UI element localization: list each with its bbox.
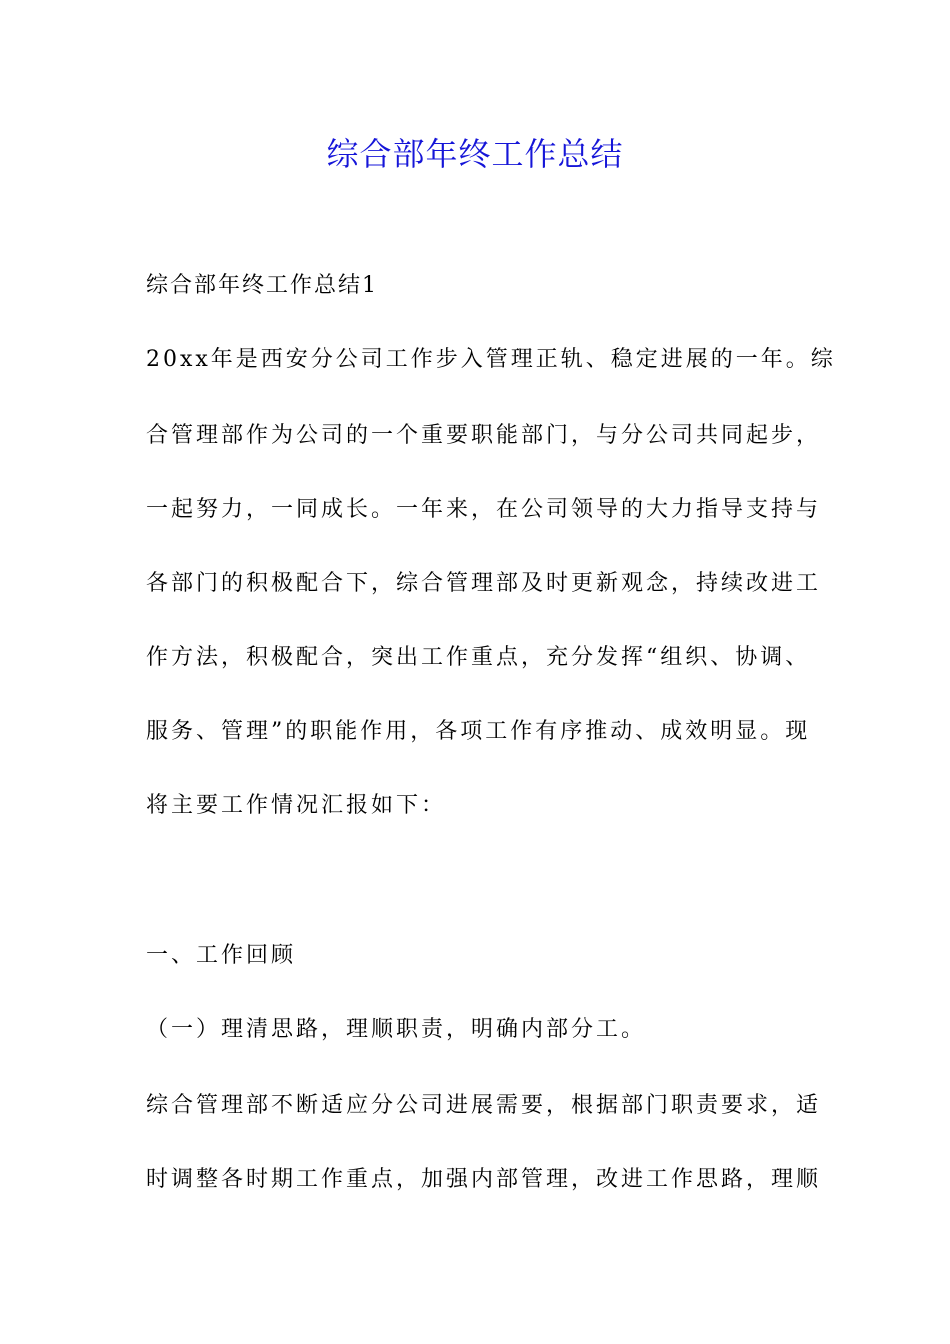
intro-line-6: 服务、管理”的职能作用，各项工作有序推动、成效明显。现 <box>146 719 811 744</box>
intro-line-1: 20xx年是西安分公司工作步入管理正轨、稳定进展的一年。综 <box>146 347 836 372</box>
body-line-2: 时调整各时期工作重点，加强内部管理，改进工作思路，理顺 <box>146 1167 822 1192</box>
intro-line-4: 各部门的积极配合下，综合管理部及时更新观念，持续改进工 <box>146 571 822 596</box>
intro-line-2: 合管理部作为公司的一个重要职能部门，与分公司共同起步， <box>146 423 822 448</box>
intro-line-5: 作方法，积极配合，突出工作重点，充分发挥“组织、协调、 <box>146 645 811 670</box>
document-title: 综合部年终工作总结 <box>326 135 624 173</box>
intro-line-7: 将主要工作情况汇报如下： <box>146 793 447 818</box>
section-heading: 一、工作回顾 <box>146 943 297 968</box>
body-line-1: 综合管理部不断适应分公司进展需要，根据部门职责要求，适 <box>146 1093 822 1118</box>
document-subtitle: 综合部年终工作总结1 <box>146 273 378 298</box>
intro-line-3: 一起努力，一同成长。一年来，在公司领导的大力指导支持与 <box>146 497 822 522</box>
sub-heading: （一）理清思路，理顺职责，明确内部分工。 <box>146 1017 647 1042</box>
